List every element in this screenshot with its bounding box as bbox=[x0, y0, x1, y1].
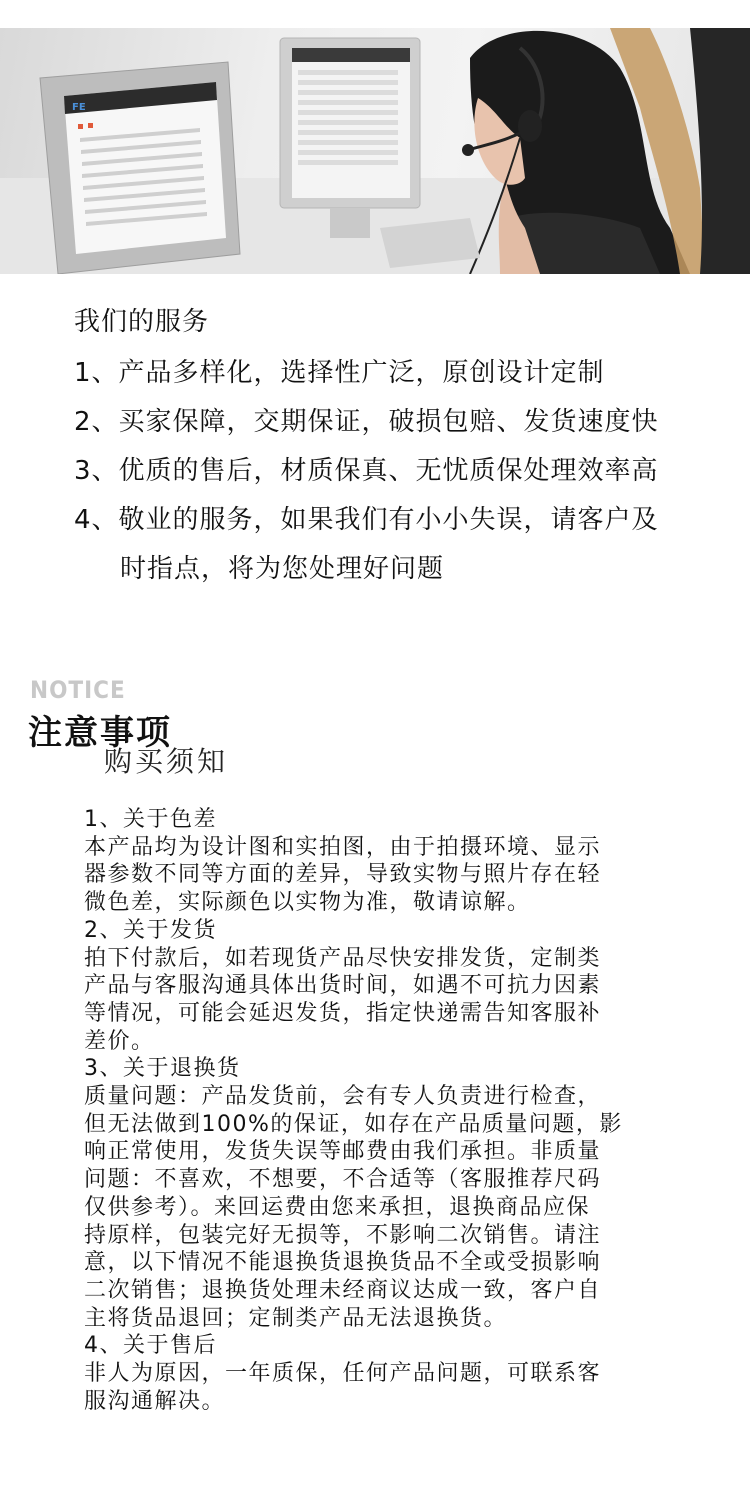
service-item: 1、产品多样化，选择性广泛，原创设计定制 bbox=[74, 358, 605, 388]
service-item-continuation: 时指点，将为您处理好问题 bbox=[120, 554, 445, 584]
notice-line: 主将货品退回；定制类产品无法退换货。 bbox=[84, 1305, 508, 1331]
notice-line: 持原样，包装完好无损等，不影响二次销售。请注 bbox=[84, 1222, 602, 1248]
notice-line: 非人为原因，一年质保，任何产品问题，可联系客 bbox=[84, 1361, 602, 1387]
notice-line: 意，以下情况不能退换货退换货品不全或受损影响 bbox=[84, 1250, 602, 1276]
notice-line: 微色差，实际颜色以实物为准，敬请谅解。 bbox=[84, 890, 531, 916]
service-item: 3、优质的售后，材质保真、无忧质保处理效率高 bbox=[74, 456, 659, 486]
banner-photo bbox=[0, 28, 750, 274]
notice-line: 4、关于售后 bbox=[84, 1333, 217, 1359]
notice-line: 仅供参考）。来回运费由您来承担，退换商品应保 bbox=[84, 1194, 591, 1220]
notice-line: 质量问题：产品发货前，会有专人负责进行检查， bbox=[84, 1084, 602, 1110]
notice-line: 拍下付款后，如若现货产品尽快安排发货，定制类 bbox=[84, 945, 602, 971]
notice-line: 产品与客服沟通具体出货时间，如遇不可抗力因素 bbox=[84, 973, 602, 999]
notice-subtitle: 购买须知 bbox=[104, 745, 229, 778]
monitor-logo: FE bbox=[72, 102, 86, 113]
services-section bbox=[74, 300, 734, 594]
front-monitor bbox=[40, 62, 240, 274]
notice-line: 器参数不同等方面的差异，导致实物与照片存在轻 bbox=[84, 862, 602, 888]
notice-title: 注意事项 bbox=[28, 713, 172, 753]
notice-line: 响正常使用，发货失误等邮费由我们承担。非质量 bbox=[84, 1139, 602, 1165]
notice-english-heading: NOTICE bbox=[30, 676, 126, 704]
notice-line: 但无法做到100%的保证，如存在产品质量问题，影 bbox=[84, 1111, 623, 1137]
service-item: 4、敬业的服务，如果我们有小小失误，请客户及 bbox=[74, 505, 659, 535]
back-monitor bbox=[280, 38, 420, 238]
notice-line: 服沟通解决。 bbox=[84, 1388, 226, 1414]
notice-line: 等情况，可能会延迟发货，指定快递需告知客服补 bbox=[84, 1000, 602, 1026]
notice-body bbox=[84, 806, 664, 1415]
notice-line: 2、关于发货 bbox=[84, 917, 217, 943]
banner-illustration bbox=[0, 28, 750, 274]
notice-line: 问题：不喜欢，不想要，不合适等（客服推荐尺码 bbox=[84, 1167, 602, 1193]
notice-line: 本产品均为设计图和实拍图，由于拍摄环境、显示 bbox=[84, 834, 602, 860]
notice-line: 1、关于色差 bbox=[84, 807, 217, 832]
notice-line: 3、关于退换货 bbox=[84, 1056, 241, 1082]
services-title: 我们的服务 bbox=[74, 307, 210, 337]
notice-line: 二次销售；退换货处理未经商议达成一致，客户自 bbox=[84, 1277, 602, 1303]
notice-line: 差价。 bbox=[84, 1028, 155, 1054]
service-item: 2、买家保障，交期保证，破损包赔、发货速度快 bbox=[74, 407, 659, 437]
